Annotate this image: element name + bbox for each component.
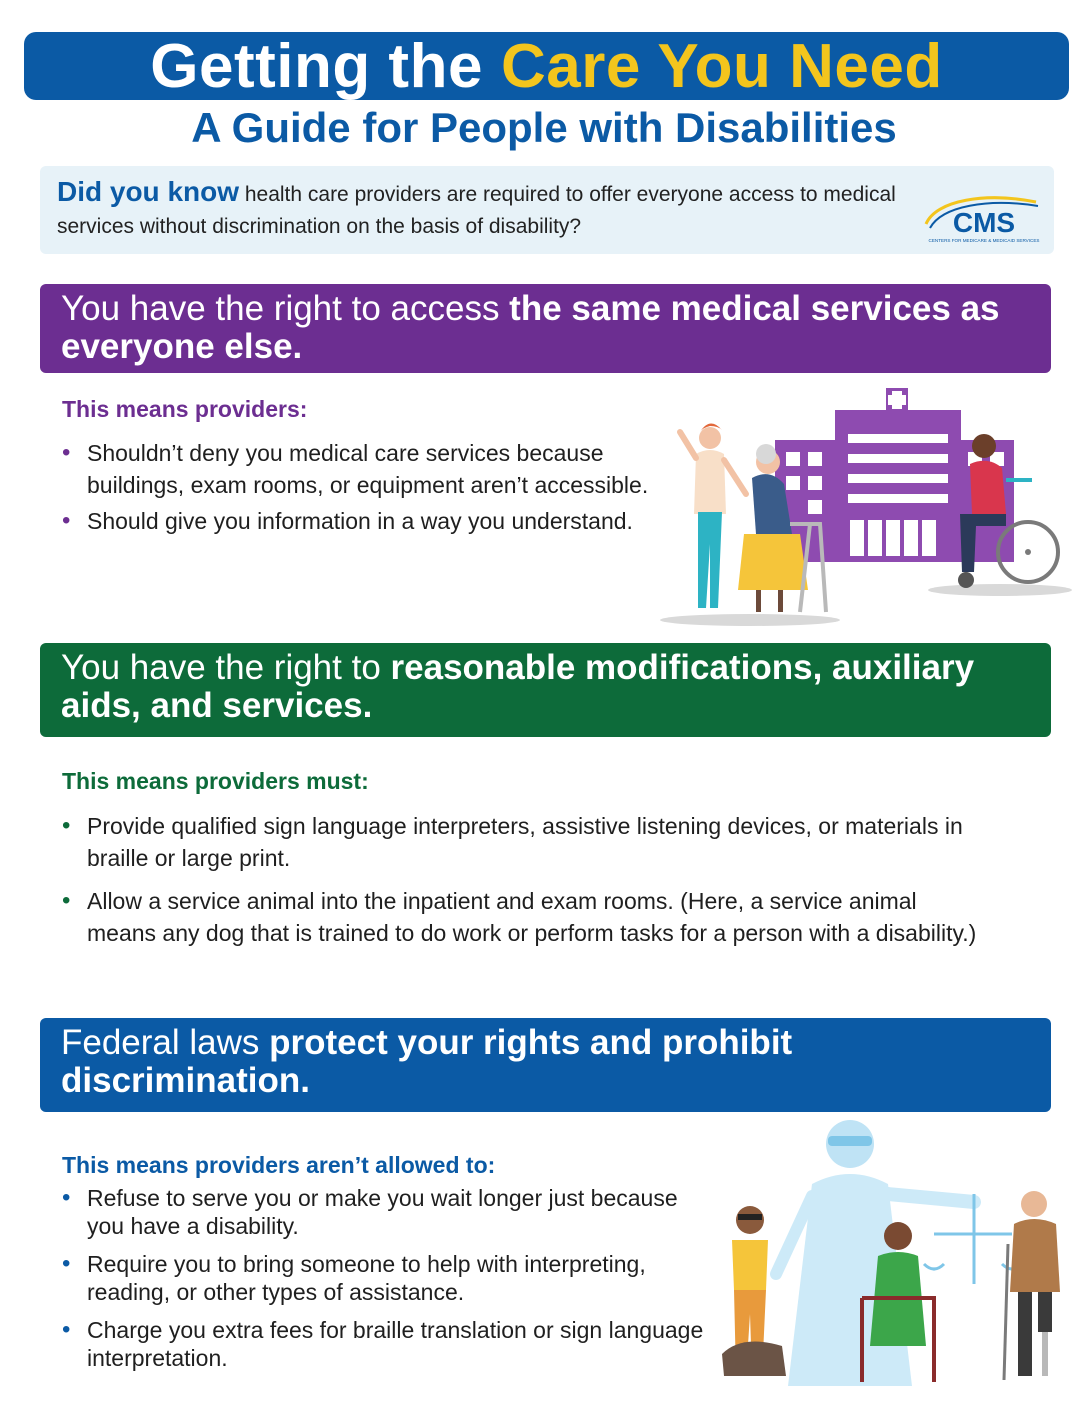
woman-figure <box>680 423 746 608</box>
list-item: • Require you to bring someone to help with interpreting, reading, or other types of assistance. <box>62 1250 712 1306</box>
section-3-heading <box>40 1018 1051 1112</box>
did-you-know-box <box>40 166 1054 254</box>
hospital-illustration <box>660 384 1074 630</box>
section-1-heading-regular: You have the right to access <box>61 289 510 328</box>
section-3-heading-bold: protect your rights and prohibit discrimination. <box>61 1023 793 1100</box>
section-1-heading <box>40 284 1051 373</box>
woman-with-guide-dog <box>722 1206 786 1376</box>
title-part1: Getting the <box>150 31 483 101</box>
cms-logo-text: CMS <box>952 207 1016 238</box>
section-3-list <box>62 1184 712 1372</box>
section-3-means: This means providers aren’t allowed to: <box>62 1152 496 1178</box>
list-item: • Should give you information in a way you understand. <box>62 505 672 537</box>
list-item: • Allow a service animal into the inpatient and exam rooms. (Here, a service animal means any dog that is trained to do work or perform tasks for a person with a disability.) <box>62 885 992 949</box>
page-subtitle: A Guide for People with Disabilities <box>191 104 897 151</box>
man-with-prosthetic <box>1004 1191 1060 1380</box>
section-1-list <box>62 437 672 537</box>
section-2-means: This means providers must: <box>62 768 369 794</box>
cms-logo <box>916 194 1046 246</box>
did-you-know-text <box>57 176 917 243</box>
list-item: • Shouldn’t deny you medical care services because buildings, exam rooms, or equipment aren’t accessible. <box>62 437 672 501</box>
section-3-heading-regular: Federal laws <box>61 1023 270 1062</box>
justice-illustration <box>712 1114 1074 1386</box>
did-you-know-lead: Did you know <box>57 176 239 207</box>
title-banner <box>24 32 1069 100</box>
section-2-heading-regular: You have the right to <box>61 648 391 687</box>
did-you-know-body: health care providers are required to offer everyone access to medical services without discrimination on the basis of disability? <box>57 183 896 238</box>
list-item: • Refuse to serve you or make you wait longer just because you have a disability. <box>62 1184 712 1240</box>
title-part2: Care You Need <box>500 31 943 101</box>
section-2-list <box>62 810 992 949</box>
list-item: • Provide qualified sign language interpreters, assistive listening devices, or materials in braille or large print. <box>62 810 992 874</box>
cms-logo-subtext: CENTERS FOR MEDICARE & MEDICAID SERVICES <box>928 238 1040 243</box>
section-2-heading <box>40 643 1051 737</box>
section-2-heading-bold: reasonable modifications, auxiliary aids, and services. <box>61 648 975 725</box>
section-1-heading-bold: the same medical services as everyone else. <box>61 289 1000 366</box>
section-1-means: This means providers: <box>62 396 308 422</box>
list-item: • Charge you extra fees for braille translation or sign language interpretation. <box>62 1316 712 1372</box>
